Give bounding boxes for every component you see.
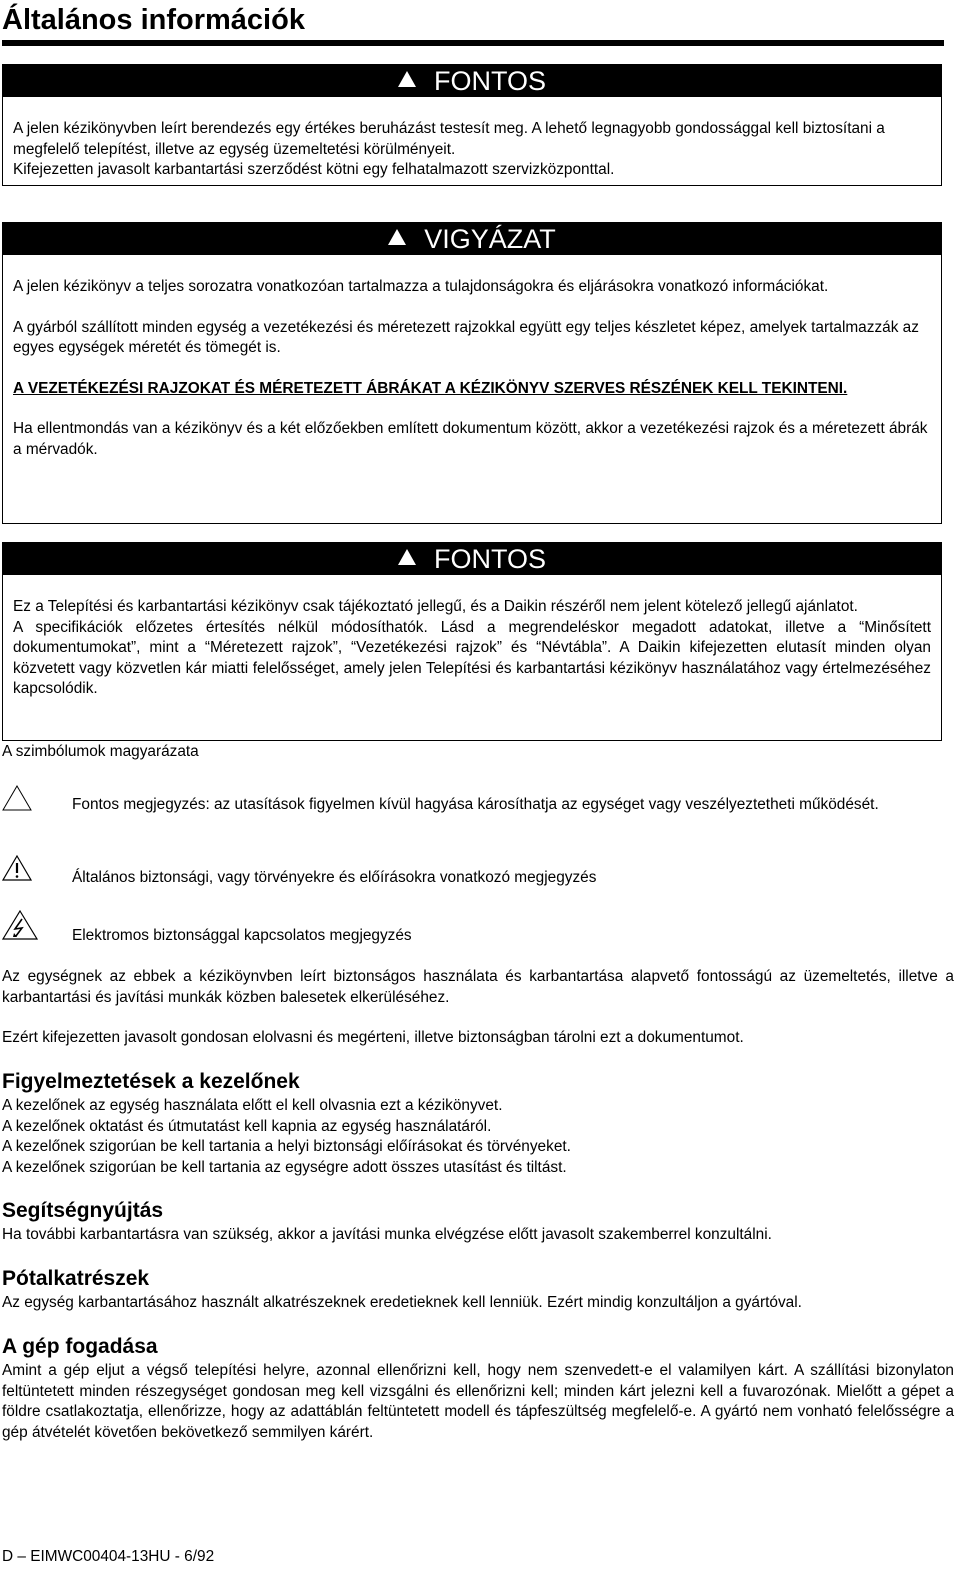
parts-text: Az egység karbantartásához használt alkatrészeknek eredetieknek kell lenniük. Ezért mindig konzultáljon a gyártóval. [2,1294,802,1311]
list-item: A kezelőnek az egység használata előtt el kell olvasnia ezt a kézikönyvet. [2,1097,503,1114]
notice-header-label: VIGYÁZAT [424,223,556,254]
page-footer: D – EIMWC00404-13HU - 6/92 [2,1548,215,1565]
notice-text: A specifikációk előzetes értesítés nélkül módosíthatók. Lásd a megrendeléskor megadott adatokat, illetve a “Minősített dokumentumokat”, mint a “Méretezett rajzok”, “Vezetékezési rajzok” és “Névtábla”. A Daikin kifejezetten elutasít minden olyan közvetett vagy közvetlen kár miatti felelősséget, amely jelen Telepítési és karbantartási kézikönyv használatához vagy értelmezéséhez kapcsolódik. [13,618,931,697]
list-item: A kezelőnek szigorúan be kell tartania a helyi biztonsági előírásokat és törvényeket. [2,1138,571,1155]
symbols-caption: A szimbólumok magyarázata [2,743,199,760]
notice-box-important-2 [2,542,942,741]
notice-header [3,543,941,575]
warning-triangle-icon [398,549,416,565]
notice-emphasis: A VEZETÉKEZÉSI RAJZOKAT ÉS MÉRETEZETT ÁBRÁKAT A KÉZIKÖNYV SZERVES RÉSZÉNEK KELL TEKINTENI. [13,379,848,397]
warning-triangle-icon [398,71,416,87]
notice-header-label: FONTOS [433,65,546,96]
notice-text: Ha ellentmondás van a kézikönyv és a két előzőekben említett dokumentum között, akkor a vezetékezési rajzok és a méretezett ábrák a mérvadók. [13,420,928,458]
symbol-electrical-text: Elektromos biztonsággal kapcsolatos megjegyzés [72,927,412,944]
notice-header [3,223,941,255]
notice-text: A jelen kézikönyvben leírt berendezés egy értékes beruházást testesít meg. A lehető legnagyobb gondossággal kell biztosítani a megfelelő telepítést, illetve az egység üzemeltetési körülményeit. [13,120,885,158]
operators-list [2,1096,954,1178]
list-item: A kezelőnek oktatást és útmutatást kell kapnia az egység használatáról. [2,1117,492,1135]
help-text: Ha további karbantartásra van szükség, akkor a javítási munka elvégzése előtt javasolt szakemberrel konzultálni. [2,1226,772,1243]
notice-box-important [2,64,942,186]
electrical-hazard-icon [2,910,38,945]
notice-text: A jelen kézikönyv a teljes sorozatra vonatkozóan tartalmazza a tulajdonságokra és eljárásokra vonatkozó információkat. [13,278,829,295]
section-heading-parts: Pótalkatrészek [2,1267,150,1290]
section-heading-receipt: A gép fogadása [2,1335,158,1358]
notice-header [3,65,941,97]
page-title: Általános információk [2,0,944,46]
receipt-text: Amint a gép eljut a végső telepítési helyre, azonnal ellenőrizni kell, hogy nem szenvedett-e el valamilyen kárt. A szállítási bizonylaton feltüntetett minden részegységet gondosan meg kell vizsgálni és ellenőrizni kell; minden kárt jelezni kell a fuvarozónak. Mielőtt a gépet a földre csatlakoztatja, ellenőrizze, hogy az adattáblán feltüntetett modell és tápfeszültség megfelelő-e. A gyártó nem vonható felelősségre a gép átvételét követően bekövetkező semmilyen kárért. [2,1362,954,1441]
general-safety-icon [2,855,32,886]
notice-header-label: FONTOS [433,543,546,574]
section-heading-operators: Figyelmeztetések a kezelőnek [2,1070,300,1093]
notice-text: Kifejezetten javasolt karbantartási szerződést kötni egy felhatalmazott szervizközponttal. [13,161,615,178]
notice-text: Ez a Telepítési és karbantartási kézikönyv csak tájékoztató jellegű, és a Daikin részéről nem jelent kötelező jellegű ajánlatot. [13,598,858,615]
intro-paragraph: Ezért kifejezetten javasolt gondosan elolvasni és megérteni, illetve biztonságban tárolni ezt a dokumentumot. [2,1029,744,1046]
intro-paragraph: Az egységnek az ebbek a kéziköynvben leírt biztonságos használata és karbantartása alapvető fontosságú az üzemeltetés, illetve a karbantartási és javítási munkák közben balesetek elkerüléséhez. [2,968,954,1006]
symbol-general-text: Általános biztonsági, vagy törvényekre és előírásokra vonatkozó megjegyzés [72,869,597,886]
list-item: A kezelőnek szigorúan be kell tartania az egységre adott összes utasítást és tiltást. [2,1158,567,1176]
notice-box-caution [2,222,942,524]
warning-triangle-icon [388,229,406,245]
notice-text: A gyárból szállított minden egység a vezetékezési és méretezett rajzokkal együtt egy teljes készletet képez, amelyek tartalmazzák az egyes egységek méretét és tömegét is. [13,318,919,356]
symbol-important-text: Fontos megjegyzés: az utasítások figyelmen kívül hagyása károsíthatja az egységet vagy veszélyeztetheti működését. [72,796,879,813]
section-heading-help: Segítségnyújtás [2,1199,164,1222]
